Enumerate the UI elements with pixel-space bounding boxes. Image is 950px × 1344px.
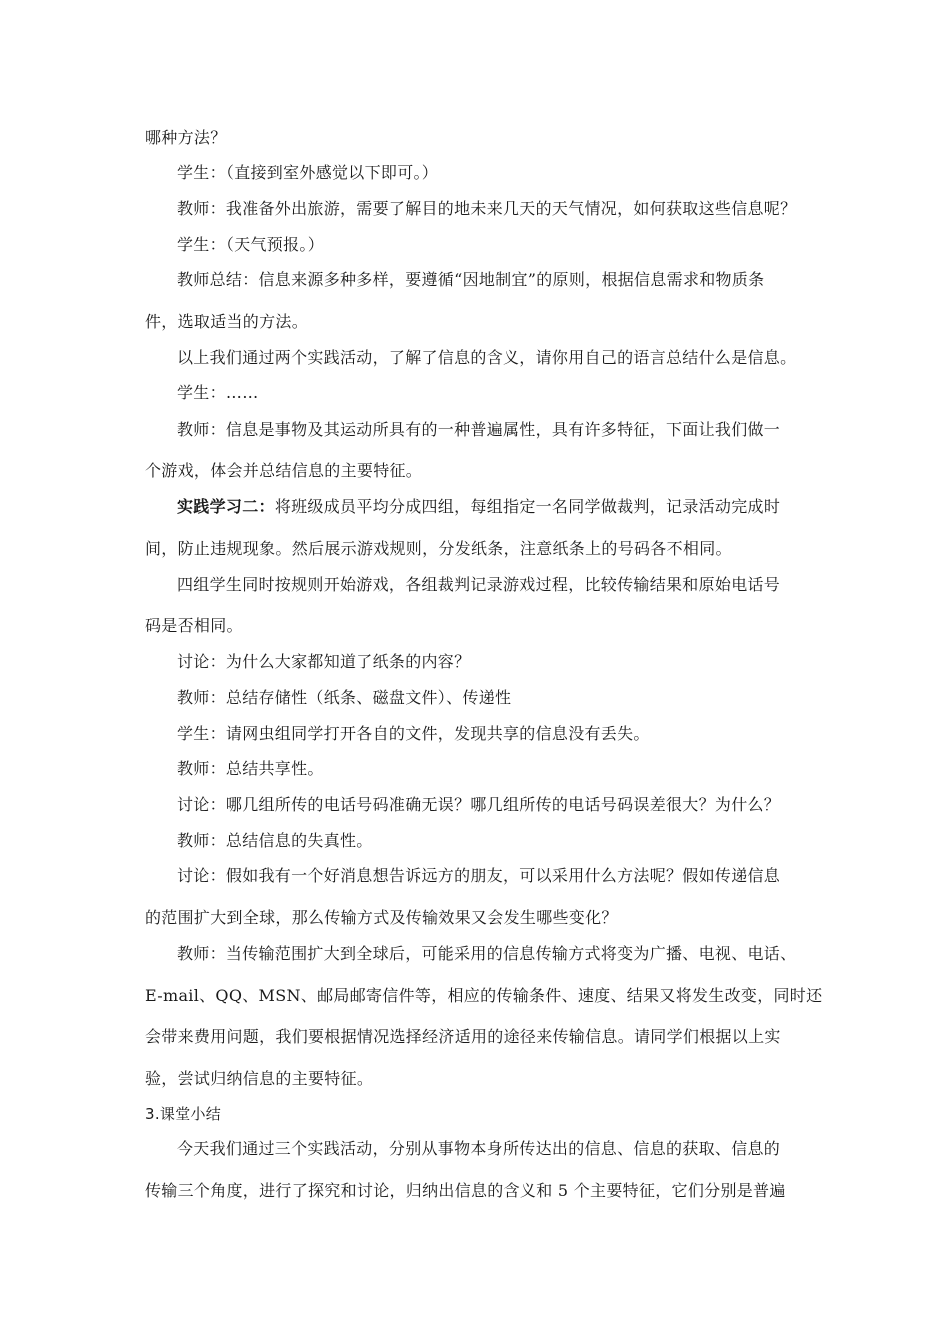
paragraph-line: 教师总结：信息来源多种多样，要遵循“因地制宜”的原则，根据信息需求和物质条 xyxy=(177,270,765,289)
paragraph-line: 会带来费用问题，我们要根据情况选择经济适用的途径来传输信息。请同学们根据以上实 xyxy=(145,1027,781,1046)
paragraph-line: 传输三个角度，进行了探究和讨论，归纳出信息的含义和 5 个主要特征，它们分别是普遍 xyxy=(145,1181,786,1200)
section-label: 实践学习二： xyxy=(177,497,275,516)
paragraph-line: E-mail、QQ、MSN、邮局邮寄信件等，相应的传输条件、速度、结果又将发生改变，同时还 xyxy=(145,986,823,1005)
paragraph-line: 教师：总结共享性。 xyxy=(177,759,324,778)
paragraph-line: 间，防止违规现象。然后展示游戏规则，分发纸条，注意纸条上的号码各不相同。 xyxy=(145,539,732,558)
paragraph-line: 验，尝试归纳信息的主要特征。 xyxy=(145,1069,374,1088)
section-heading: 3.课堂小结 xyxy=(145,1105,222,1123)
paragraph-line: 教师：信息是事物及其运动所具有的一种普遍属性，具有许多特征，下面让我们做一 xyxy=(177,420,781,439)
paragraph-line: 的范围扩大到全球，那么传输方式及传输效果又会发生哪些变化？ xyxy=(145,908,618,927)
paragraph-line: 以上我们通过两个实践活动，了解了信息的含义，请你用自己的语言总结什么是信息。 xyxy=(177,348,797,367)
paragraph-line: 教师：总结存储性（纸条、磁盘文件）、传递性 xyxy=(177,688,512,707)
paragraph-line: 教师：总结信息的失真性。 xyxy=(177,831,373,850)
paragraph-line: 件，选取适当的方法。 xyxy=(145,312,309,331)
paragraph-line: 教师：当传输范围扩大到全球后，可能采用的信息传输方式将变为广播、电视、电话、 xyxy=(177,944,797,963)
paragraph-line: 教师：我准备外出旅游，需要了解目的地未来几天的天气情况，如何获取这些信息呢？ xyxy=(177,199,797,218)
paragraph-line: 讨论：为什么大家都知道了纸条的内容？ xyxy=(177,652,471,671)
paragraph-line: 四组学生同时按规则开始游戏，各组裁判记录游戏过程，比较传输结果和原始电话号 xyxy=(177,575,781,594)
paragraph-line: 个游戏，体会并总结信息的主要特征。 xyxy=(145,461,423,480)
paragraph-line: 码是否相同。 xyxy=(145,616,243,635)
paragraph-line: 学生：（直接到室外感觉以下即可。） xyxy=(177,163,439,182)
paragraph-line: 学生：请网虫组同学打开各自的文件，发现共享的信息没有丢失。 xyxy=(177,724,650,743)
paragraph-line: 哪种方法？ xyxy=(145,128,227,147)
paragraph-line: 讨论：哪几组所传的电话号码准确无误？哪几组所传的电话号码误差很大？为什么？ xyxy=(177,795,781,814)
paragraph-line: 讨论：假如我有一个好消息想告诉远方的朋友，可以采用什么方法呢？假如传递信息 xyxy=(177,866,781,885)
paragraph-line: 学生：（天气预报。） xyxy=(177,235,325,254)
paragraph-line: 今天我们通过三个实践活动，分别从事物本身所传达出的信息、信息的获取、信息的 xyxy=(177,1139,781,1158)
paragraph-line: 学生：…… xyxy=(177,383,259,402)
paragraph-line xyxy=(177,497,857,517)
section-text: 将班级成员平均分成四组，每组指定一名同学做裁判，记录活动完成时 xyxy=(274,497,781,516)
